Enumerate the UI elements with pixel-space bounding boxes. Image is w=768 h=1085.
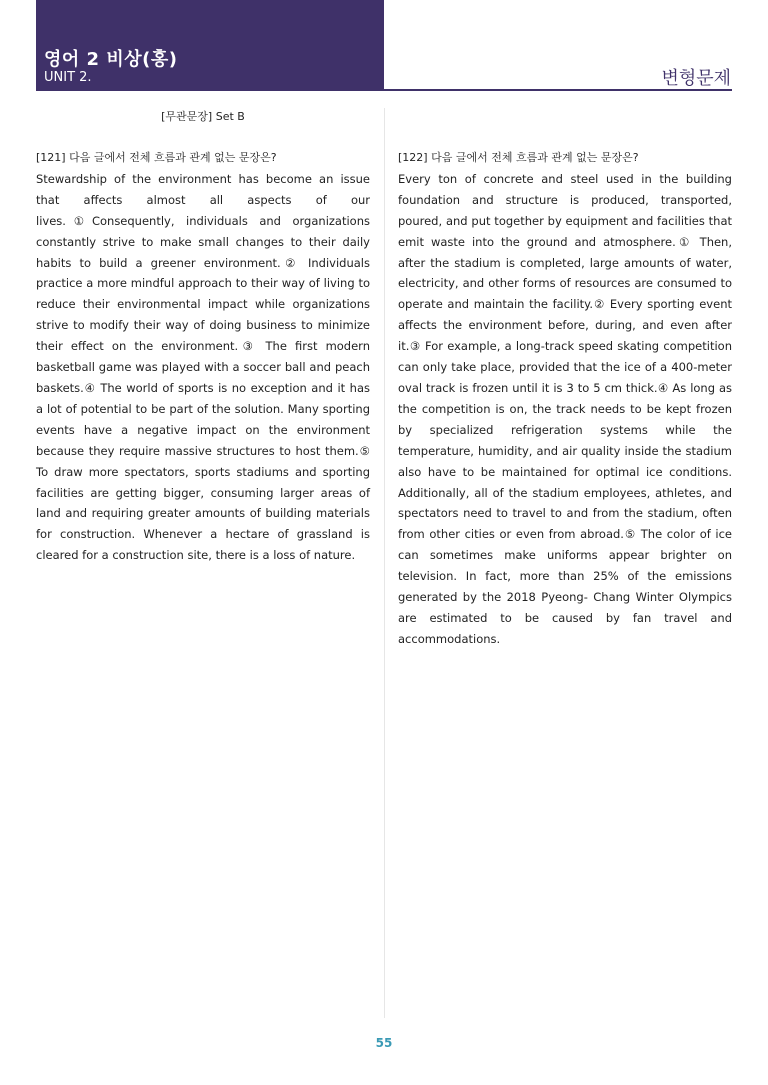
question-121	[36, 148, 370, 566]
section-title: 변형문제	[661, 68, 731, 89]
question-title: [121] 다음 글에서 전체 흐름과 관계 없는 문장은?	[36, 151, 277, 164]
header-banner	[36, 0, 384, 91]
unit-label: UNIT 2.	[44, 70, 92, 85]
question-title: [122] 다음 글에서 전체 흐름과 관계 없는 문장은?	[398, 151, 639, 164]
question-passage: Stewardship of the environment has become an issue that affects almost all aspects of our lives.①Consequently, individuals and organizations constantly strive to make small changes to their daily habits to build a greener environment.② Individuals practice a more mindful approach to their way of living to reduce their environmental impact while organizations strive to modify their way of doing business to minimize their effect on the environment.③ The first modern basketball game was played with a soccer ball and peach baskets.④ The world of sports is no exception and it has a lot of potential to be part of the solution. Many sporting events have a negative impact on the environment because they require massive structures to host them.⑤ To draw more spectators, sports stadiums and sporting facilities are getting bigger, consuming larger areas of land and requiring greater amounts of building materials for construction. Whenever a hectare of grassland is cleared for a construction site, there is a loss of nature.	[36, 171, 370, 563]
page-number: 55	[375, 1036, 393, 1050]
set-label: [무관문장] Set B	[161, 110, 245, 123]
column-divider	[384, 108, 385, 1018]
question-passage: Every ton of concrete and steel used in the building foundation and structure is produced, transported, poured, and put together by equipment and facilities that emit waste into the ground and atmosphere.① Then, after the stadium is completed, large amounts of water, electricity, and other forms of resources are consumed to operate and maintain the facility.② Every sporting event affects the environment before, during, and even after it.③ For example, a long-track speed skating competition can only take place, provided that the ice of a 400-meter oval track is frozen until it is 3 to 5 cm thick.④ As long as the competition is on, the track needs to be kept frozen by specialized refrigeration systems while the temperature, humidity, and air quality inside the stadium also have to be maintained for optimal ice conditions. Additionally, all of the stadium employees, athletes, and spectators need to travel to and from the stadium, often from other cities or even from abroad.⑤ The color of ice can sometimes make uniforms appear brighter on television. In fact, more than 25% of the emissions generated by the 2018 Pyeong- Chang Winter Olympics are estimated to be caused by fan travel and accommodations.	[398, 171, 732, 646]
textbook-title: 영어 2 비상(홍)	[44, 49, 178, 70]
question-122	[398, 148, 732, 650]
